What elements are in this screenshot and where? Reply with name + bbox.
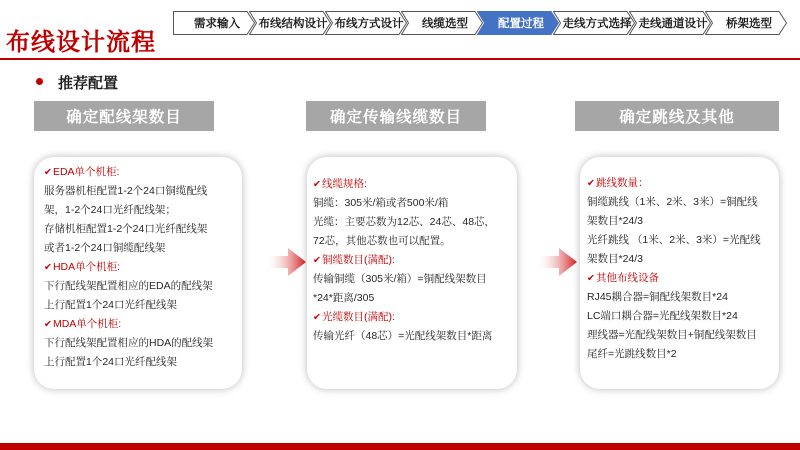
column-header-cables: 确定传输线缆数目 bbox=[306, 101, 486, 131]
card-text-line: 上行配置1个24口光纤配线架 bbox=[44, 356, 178, 368]
card-text-line: 72芯，其他芯数也可以配置。 bbox=[313, 235, 451, 247]
column-header-patch-panels: 确定配线架数目 bbox=[34, 101, 214, 131]
step-label: 布线方式设计 bbox=[334, 18, 404, 30]
card-text-line: 架数目*24/3 bbox=[587, 253, 644, 265]
process-steps-nav bbox=[173, 11, 796, 35]
step-label: 布线结构设计 bbox=[258, 18, 328, 30]
arrow-right-icon bbox=[539, 248, 577, 276]
card-text-line: 理线器=光配线架数目+铜配线架数目 bbox=[587, 329, 757, 341]
card-patch-panels bbox=[34, 157, 242, 389]
column-header-jumpers: 确定跳线及其他 bbox=[575, 101, 779, 131]
step-4[interactable] bbox=[401, 11, 483, 35]
card-cables bbox=[307, 157, 517, 389]
card-text-line: 光缆：主要芯数为12芯、24芯、48芯， bbox=[313, 216, 496, 228]
section-bullet-icon bbox=[36, 78, 43, 85]
card-subheading: ✔ 跳线数量： bbox=[587, 174, 779, 193]
arrow-right-icon bbox=[268, 248, 306, 276]
card-subheading: ✔ 线缆规格: bbox=[313, 175, 517, 194]
card-text-line: 光纤跳线 （1米、2米、3米）=光配线 bbox=[587, 234, 761, 246]
card-subheading: ✔ 铜缆数目(满配): bbox=[313, 251, 517, 270]
card-subheading: ✔ EDA单个机柜: bbox=[44, 163, 242, 182]
card-text-line: 铜缆跳线（1米、2米、3米）=铜配线 bbox=[587, 196, 758, 208]
card-text-line: 存储机柜配置1-2个24口光纤配线架 bbox=[44, 223, 208, 235]
title-divider bbox=[0, 58, 800, 60]
step-label: 走线通道设计 bbox=[638, 18, 708, 30]
step-label: 桥架选型 bbox=[726, 18, 772, 30]
card-text-line: 上行配置1个24口光纤配线架 bbox=[44, 299, 178, 311]
card-text-line: 架，1-2个24口光纤配线架； bbox=[44, 204, 176, 216]
card-jumpers bbox=[580, 157, 779, 389]
card-text-line: 下行配线架配置相应的HDA的配线架 bbox=[44, 337, 214, 349]
step-3[interactable] bbox=[325, 11, 407, 35]
step-5[interactable] bbox=[477, 11, 559, 35]
step-label: 线缆选型 bbox=[422, 18, 468, 30]
card-text-line: 服务器机柜配置1-2个24口铜缆配线 bbox=[44, 185, 208, 197]
page-title: 布线设计流程 bbox=[6, 29, 156, 56]
step-8[interactable] bbox=[705, 11, 787, 35]
card-text-line: 下行配线架配置相应的EDA的配线架 bbox=[44, 280, 213, 292]
section-title: 推荐配置 bbox=[58, 75, 119, 92]
step-1[interactable] bbox=[173, 11, 255, 35]
step-7[interactable] bbox=[629, 11, 711, 35]
card-text-line: *24*距离/305 bbox=[313, 292, 375, 304]
card-text-line: 传输光纤（48芯）=光配线架数目*距离 bbox=[313, 330, 493, 342]
card-subheading: ✔ 其他布线设备 bbox=[587, 269, 779, 288]
step-6[interactable] bbox=[553, 11, 635, 35]
step-label: 走线方式选择 bbox=[562, 18, 632, 30]
card-text-line: 铜缆：305米/箱或者500米/箱 bbox=[313, 197, 449, 209]
card-text-line: 架数目*24/3 bbox=[587, 215, 644, 227]
card-text-line: LC端口耦合器=光配线架数目*24 bbox=[587, 310, 738, 322]
footer-bar bbox=[0, 443, 800, 450]
card-text-line: 或者1-2个24口铜缆配线架 bbox=[44, 242, 166, 254]
card-subheading: ✔ 光缆数目(满配): bbox=[313, 308, 517, 327]
card-text-line: 传输铜缆（305米/箱）=铜配线架数目 bbox=[313, 273, 487, 285]
card-text-line: 尾纤=光跳线数目*2 bbox=[587, 348, 677, 360]
step-label: 需求输入 bbox=[194, 18, 240, 30]
step-2[interactable] bbox=[249, 11, 331, 35]
card-subheading: ✔ MDA单个机柜: bbox=[44, 315, 242, 334]
card-text-line: RJ45耦合器=铜配线架数目*24 bbox=[587, 291, 728, 303]
step-label: 配置过程 bbox=[498, 18, 544, 30]
card-subheading: ✔ HDA单个机柜: bbox=[44, 258, 242, 277]
